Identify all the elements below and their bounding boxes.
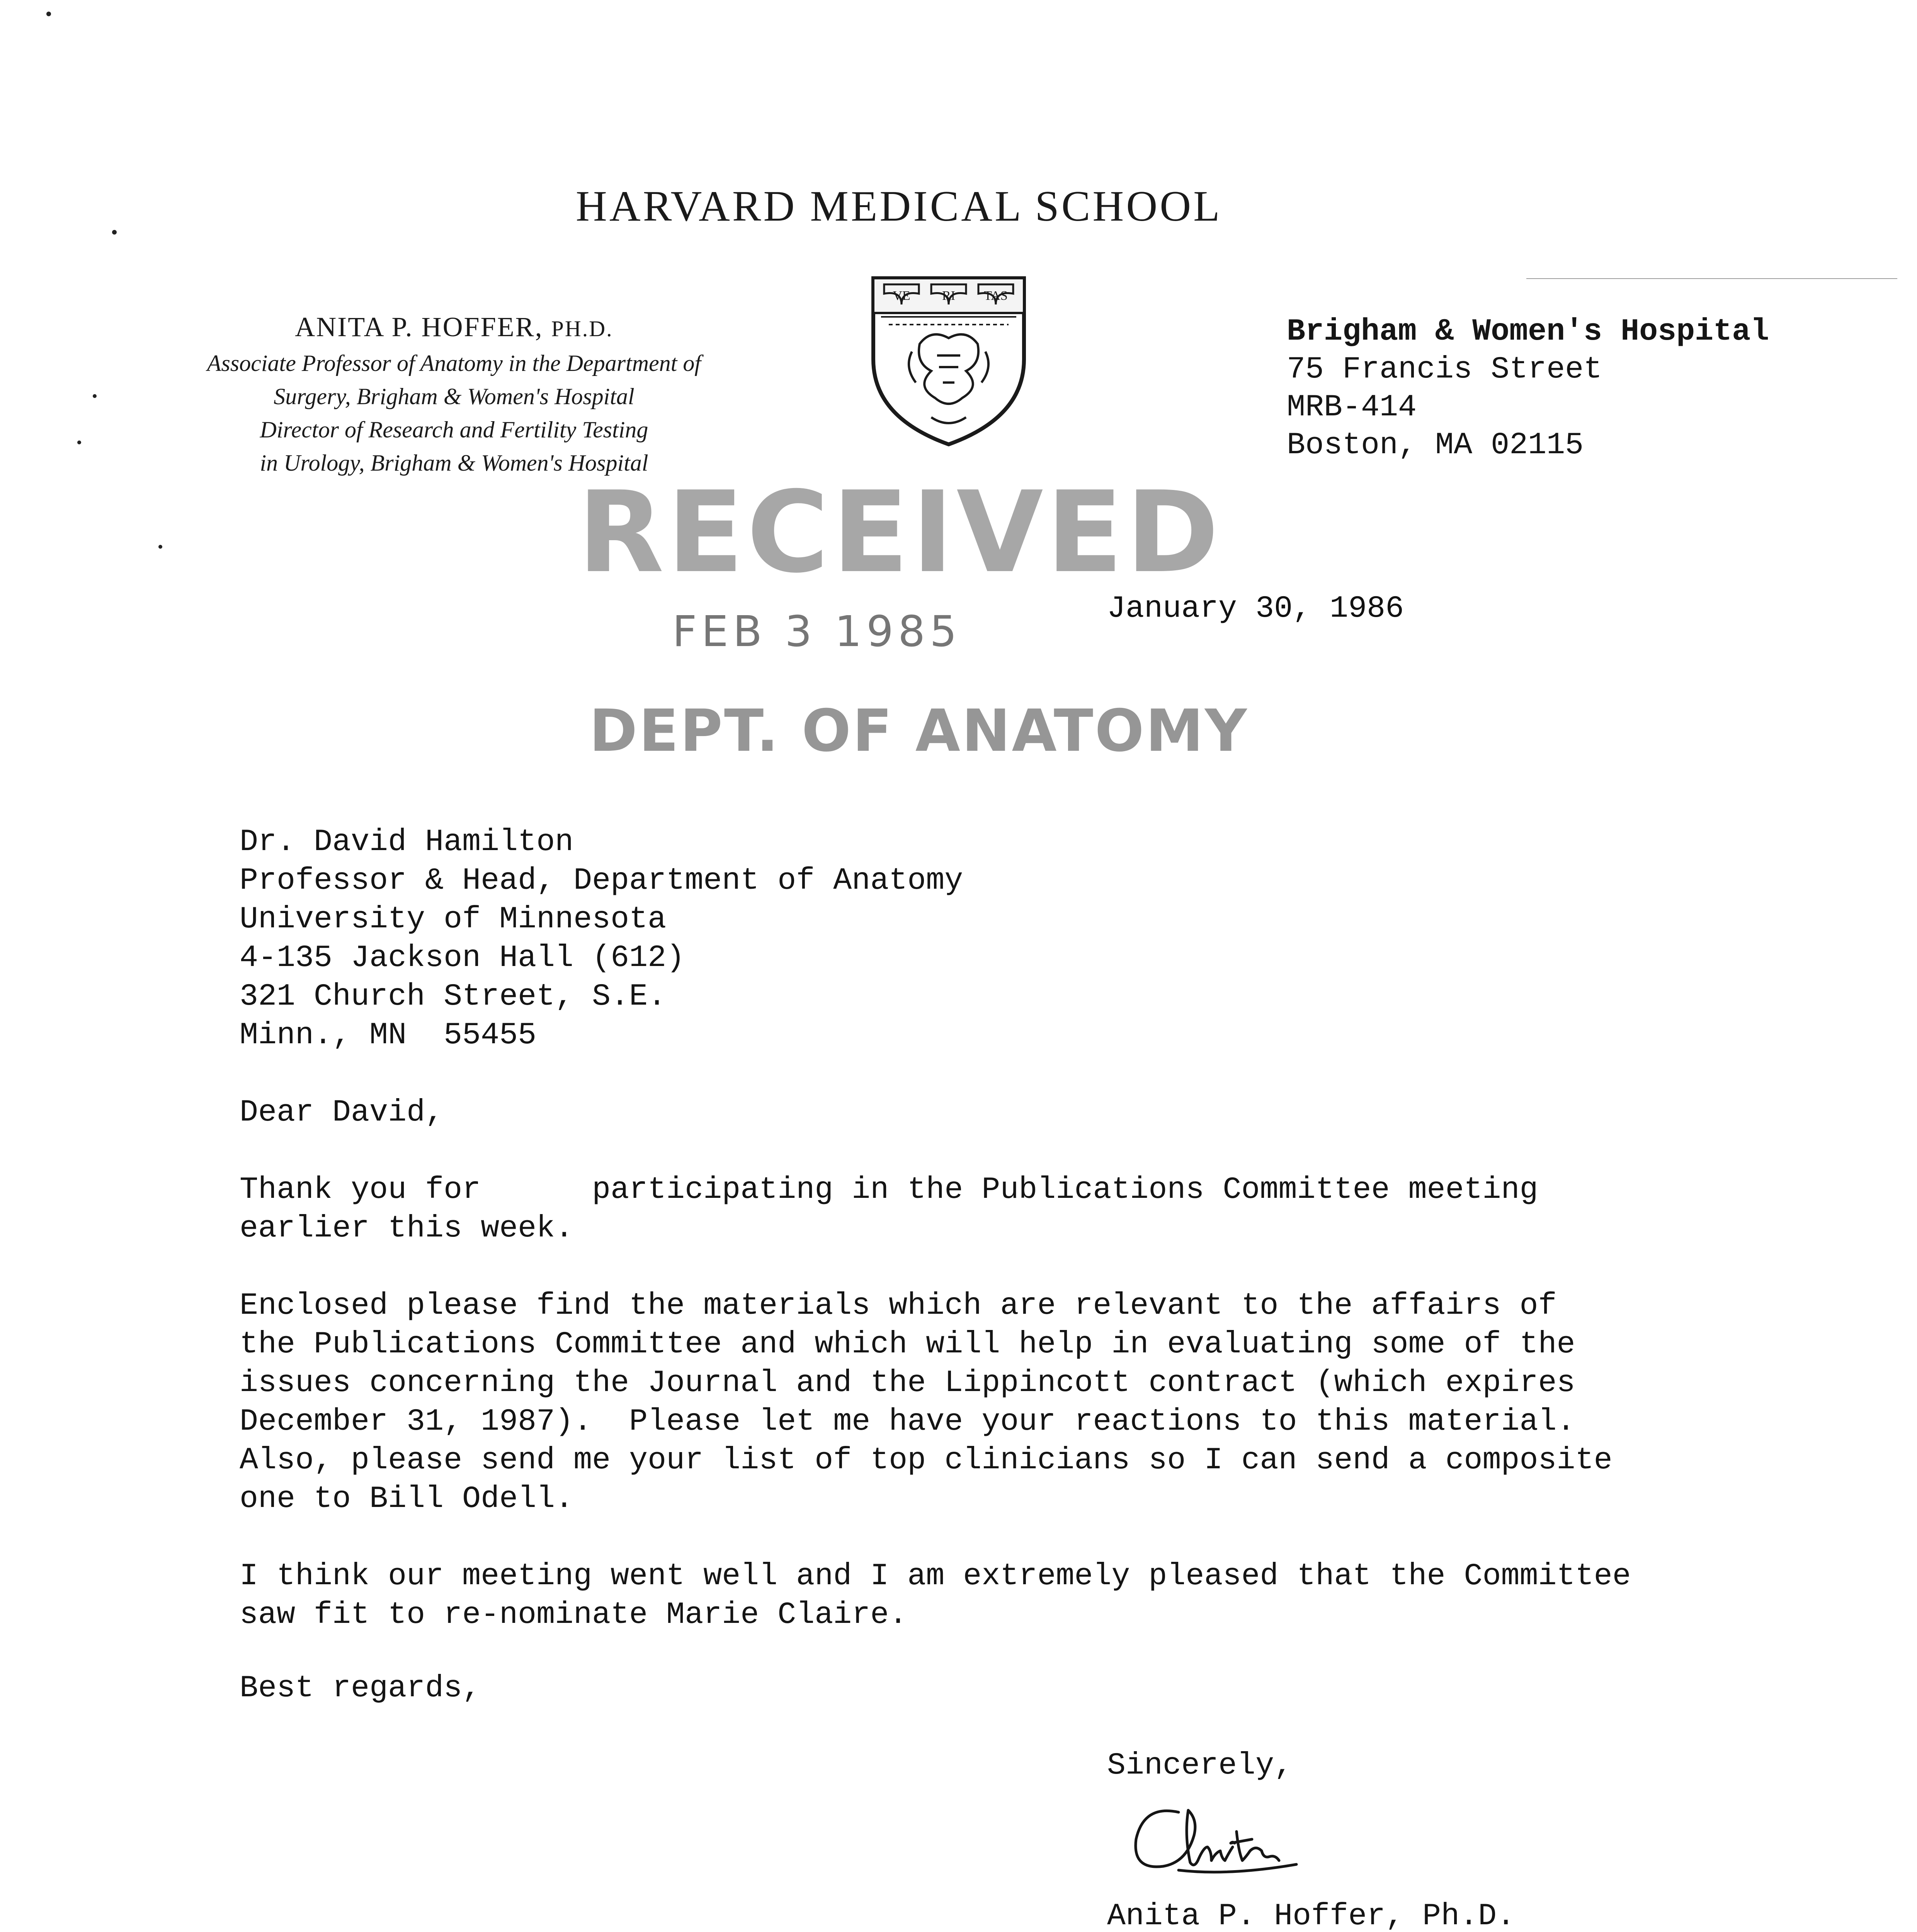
author-title-line: Associate Professor of Anatomy in the Department of [207, 350, 701, 376]
decorative-rule [1526, 278, 1897, 279]
letter-date: January 30, 1986 [1107, 591, 1404, 626]
recipient-line: University of Minnesota [240, 902, 667, 937]
scan-speck [93, 394, 97, 398]
shield-motto-ri: RI [942, 289, 955, 303]
recipient-line: Minn., MN 55455 [240, 1018, 537, 1053]
recipient-line: 4-135 Jackson Hall (612) [240, 940, 685, 976]
author-degree: PH.D. [551, 316, 613, 341]
institution-title: HARVARD MEDICAL SCHOOL [576, 182, 1222, 230]
author-title-line: Surgery, Brigham & Women's Hospital [274, 384, 634, 409]
recipient-line: Dr. David Hamilton [240, 825, 574, 860]
received-stamp-date: FEB 3 1985 [672, 607, 962, 656]
signer-name: Anita P. Hoffer, Ph.D. [1107, 1899, 1516, 1932]
author-block [100, 309, 808, 480]
author-title-line: Director of Research and Fertility Testing [260, 417, 648, 442]
recipient-line: 321 Church Street, S.E. [240, 979, 667, 1014]
recipient-address [240, 823, 963, 1055]
scan-speck [112, 230, 117, 235]
return-address-line: MRB-414 [1287, 390, 1417, 425]
author-title-line: in Urology, Brigham & Women's Hospital [260, 450, 648, 476]
scan-speck [158, 545, 162, 549]
signoff: Sincerely, [1107, 1748, 1293, 1783]
harvard-shield-icon [866, 270, 1032, 448]
salutation: Dear David, [240, 1095, 444, 1130]
recipient-line: Professor & Head, Department of Anatomy [240, 863, 963, 898]
author-name [100, 309, 808, 347]
return-address [1287, 313, 1769, 464]
author-name-main: ANITA P. HOFFER, [295, 311, 551, 342]
shield-motto-ve: VE [893, 289, 910, 303]
return-address-line: Brigham & Women's Hospital [1287, 314, 1769, 349]
body-paragraph: Thank you for participating in the Publications Committee meeting earlier this week. [240, 1172, 1538, 1246]
handwritten-signature [1121, 1789, 1306, 1886]
received-stamp: RECEIVED [578, 468, 1222, 598]
signer-block [1107, 1897, 1756, 1932]
shield-motto-tas: TAS [984, 289, 1008, 303]
return-address-line: Boston, MA 02115 [1287, 428, 1584, 463]
body-paragraph: Enclosed please find the materials which are relevant to the affairs of the Publications Committee and which will help in evaluating some of the issues concerning the Journal and the Lippincott contract (which expires December 31, 1987). Please let me have your reactions to this material. Also, please send me your list of top clinicians so I can send a composite one to Bill Odell. [240, 1288, 1613, 1517]
return-address-line: 75 Francis Street [1287, 352, 1602, 387]
received-stamp-department: DEPT. OF ANATOMY [589, 697, 1249, 765]
closing: Best regards, [240, 1671, 481, 1706]
scan-speck [77, 440, 81, 444]
scan-speck [46, 12, 51, 16]
body-paragraph: I think our meeting went well and I am extremely pleased that the Committee saw fit to re-nominate Marie Claire. [240, 1559, 1631, 1633]
